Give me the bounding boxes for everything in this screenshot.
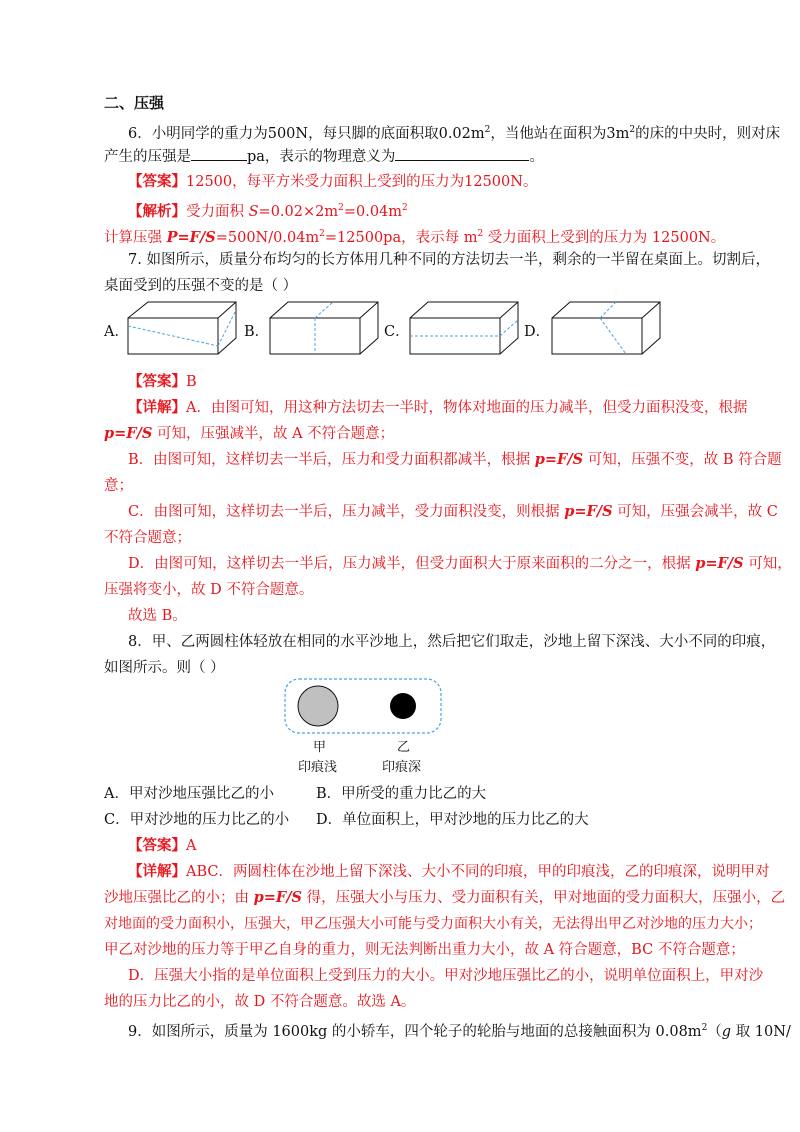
q6-sup2: 2 <box>629 125 636 135</box>
q7-detail-a2-formula: p=F/S <box>104 425 153 442</box>
q9-line1-g: g <box>721 1023 732 1040</box>
q8-detail-2-formula: p=F/S <box>253 889 302 906</box>
q6-sup1: 2 <box>484 125 491 135</box>
q7-option-b-label[interactable]: B． <box>244 324 270 340</box>
q7-detail-b1 <box>128 450 782 470</box>
q7-detail-c1-formula: p=F/S <box>564 503 613 520</box>
q6-calc-formula: P=F/S <box>166 228 216 246</box>
q8-figure-sand <box>282 676 446 738</box>
q9-line1-c: 取 10N/ <box>731 1023 791 1040</box>
q7-detail-d1-b: 可知， <box>743 556 792 572</box>
q6-analysis-c: =0.04m <box>343 203 403 220</box>
q7-detail-b1-b: 可知，压强不变，故 B 符合题 <box>583 452 782 468</box>
q6-analysis-s: S <box>248 203 259 220</box>
q6-calc <box>104 224 725 248</box>
q7-detail-d1-a: D．由图可知，这样切去一半后，压力减半，但受力面积大于原来面积的二分之一，根据 <box>128 556 696 572</box>
q8-line1: 8．甲、乙两圆柱体轻放在相同的水平沙地上，然后把它们取走，沙地上留下深浅、大小不同的印痕， <box>128 634 776 650</box>
q8-detail-1 <box>128 862 770 882</box>
q6-answer-tag: 【答案】 <box>128 173 186 190</box>
q6-line1-a: 6．小明同学的重力为500N，每只脚的底面积取0.02m <box>128 125 485 142</box>
q6-analysis-b: =0.02×2m <box>258 203 339 220</box>
q7-detail-a2 <box>104 424 394 444</box>
q9-line1-b: （ <box>707 1023 722 1040</box>
q7-detail-b1-formula: p=F/S <box>534 451 584 468</box>
q7-line2: 桌面受到的压强不变的是（ ） <box>104 278 298 294</box>
q9-sup: 2 <box>701 1023 708 1033</box>
q7-option-a-label[interactable]: A． <box>104 324 129 340</box>
q6-answer-text: 12500，每平方米受力面积上受到的压力为12500N。 <box>186 174 538 190</box>
q7-conclusion: 故选 B。 <box>128 608 187 624</box>
q6-calc-sup2: 2 <box>477 229 484 239</box>
q8-detail-4: 甲乙对沙地的压力等于甲乙自身的重力，则无法判断出重力大小，故 A 符合题意，BC 不符合题意； <box>104 942 745 958</box>
q7-detail-tag: 【详解】 <box>128 399 186 416</box>
q6-calc-b: =500N/0.04m <box>215 229 320 246</box>
q8-desc-jia: 印痕浅 <box>298 760 338 775</box>
q7-detail-a1 <box>128 398 747 418</box>
section-title: 二、压强 <box>104 94 165 112</box>
q6-line2-a: 产生的压强是 <box>104 149 191 165</box>
q7-detail-a1-text: A．由图可知，用这种方法切去一半时，物体对地面的压力减半，但受力面积没变，根据 <box>186 400 748 416</box>
q6-analysis-tag: 【解析】 <box>128 202 186 220</box>
q6-analysis-a: 受力面积 <box>186 203 249 220</box>
q8-detail-5: D．压强大小指的是单位面积上受到压力的大小。甲对沙地压强比乙的小，说明单位面积上，甲对沙 <box>128 968 764 984</box>
q6-line2-b: pa，表示的物理意义为 <box>247 149 396 165</box>
q7-detail-d1-formula: p=F/S <box>695 555 744 572</box>
q7-answer-tag: 【答案】 <box>128 373 186 390</box>
q8-detail-3: 对地面的受力面积小，压强大，甲乙压强大小可能与受力面积大小有关，无法得出甲乙对沙地的压力大小； <box>104 916 762 932</box>
q8-label-jia: 甲 <box>313 740 327 755</box>
q6-analysis <box>128 198 408 222</box>
q9-line1 <box>128 1018 791 1042</box>
q8-answer-tag: 【答案】 <box>128 837 186 854</box>
q8-detail-2 <box>104 888 785 908</box>
q8-detail-1-text: ABC．两圆柱体在沙地上留下深浅、大小不同的印痕，甲的印痕浅，乙的印痕深，说明甲对 <box>186 864 770 880</box>
q8-detail-6: 地的压力比乙的小，故 D 不符合题意。故选 A。 <box>104 994 416 1010</box>
q7-detail-c1-b: 可知，压强会减半，故 C <box>612 504 778 520</box>
q7-detail-a2-text: 可知，压强减半，故 A 不符合题意； <box>152 426 395 442</box>
q6-line2 <box>104 146 544 167</box>
q6-analysis-sup2: 2 <box>402 203 408 213</box>
q8-option-c[interactable]: C．甲对沙地的压力比乙的小 <box>104 812 290 828</box>
q8-circle-yi <box>390 693 416 719</box>
q8-detail-tag: 【详解】 <box>128 863 186 880</box>
q6-blank-2[interactable] <box>395 146 529 161</box>
q6-calc-sup1: 2 <box>319 229 325 239</box>
q9-line1-a: 9．如图所示，质量为 1600kg 的小轿车，四个轮子的轮胎与地面的总接触面积为 0.08m <box>128 1023 702 1040</box>
q6-answer <box>128 172 537 192</box>
q6-line1 <box>128 120 780 144</box>
q7-figure-c[interactable] <box>404 298 522 360</box>
q6-blank-1[interactable] <box>191 146 247 161</box>
q7-answer-text: B <box>186 374 197 390</box>
q7-detail-d1 <box>128 554 792 574</box>
q6-calc-c: =12500pa，表示每 m <box>324 229 478 246</box>
q8-circle-jia <box>298 686 338 726</box>
q8-answer <box>128 836 196 856</box>
q7-figure-a[interactable] <box>122 298 240 360</box>
q8-answer-text: A <box>186 838 197 854</box>
q7-detail-d2: 压强将变小，故 D 不符合题意。 <box>104 582 314 598</box>
q7-figure-b[interactable] <box>264 298 382 360</box>
q6-calc-a: 计算压强 <box>104 229 167 246</box>
q8-option-a[interactable]: A．甲对沙地压强比乙的小 <box>104 786 274 802</box>
q8-label-yi: 乙 <box>397 740 411 755</box>
q7-detail-b1-a: B．由图可知，这样切去一半后，压力和受力面积都减半，根据 <box>128 452 535 468</box>
q8-option-d[interactable]: D．单位面积上，甲对沙地的压力比乙的大 <box>316 812 589 828</box>
q8-detail-2-b: 得，压强大小与压力、受力面积有关，甲对地面的受力面积大，压强小，乙 <box>301 890 786 906</box>
q6-line2-c: 。 <box>529 149 544 165</box>
q7-option-c-label[interactable]: C． <box>384 324 410 340</box>
q7-figure-d[interactable] <box>546 298 664 360</box>
q8-option-b[interactable]: B．甲所受的重力比乙的大 <box>316 786 487 802</box>
q8-desc-yi: 印痕深 <box>382 760 422 775</box>
q7-detail-b2: 意； <box>104 478 133 494</box>
q6-line1-b: ，当他站在面积为3m <box>490 125 630 142</box>
q7-detail-c1-a: C．由图可知，这样切去一半后，压力减半，受力面积没变，则根据 <box>128 504 565 520</box>
q8-detail-2-a: 沙地压强比乙的小；由 <box>104 890 254 906</box>
q7-detail-c2: 不符合题意； <box>104 530 191 546</box>
q6-analysis-sup1: 2 <box>338 203 344 213</box>
q7-detail-c1 <box>128 502 778 522</box>
q7-option-d-label[interactable]: D． <box>524 324 551 340</box>
q6-calc-d: 受力面积上受到的压力为 12500N。 <box>483 229 726 246</box>
q8-line2: 如图所示。则（ ） <box>104 660 225 676</box>
q6-line1-c: 的床的中央时，则对床 <box>635 125 781 142</box>
q7-answer <box>128 372 197 392</box>
q7-line1: 7. 如图所示，质量分布均匀的长方体用几种不同的方法切去一半，剩余的一半留在桌面上。切割后， <box>128 252 770 268</box>
